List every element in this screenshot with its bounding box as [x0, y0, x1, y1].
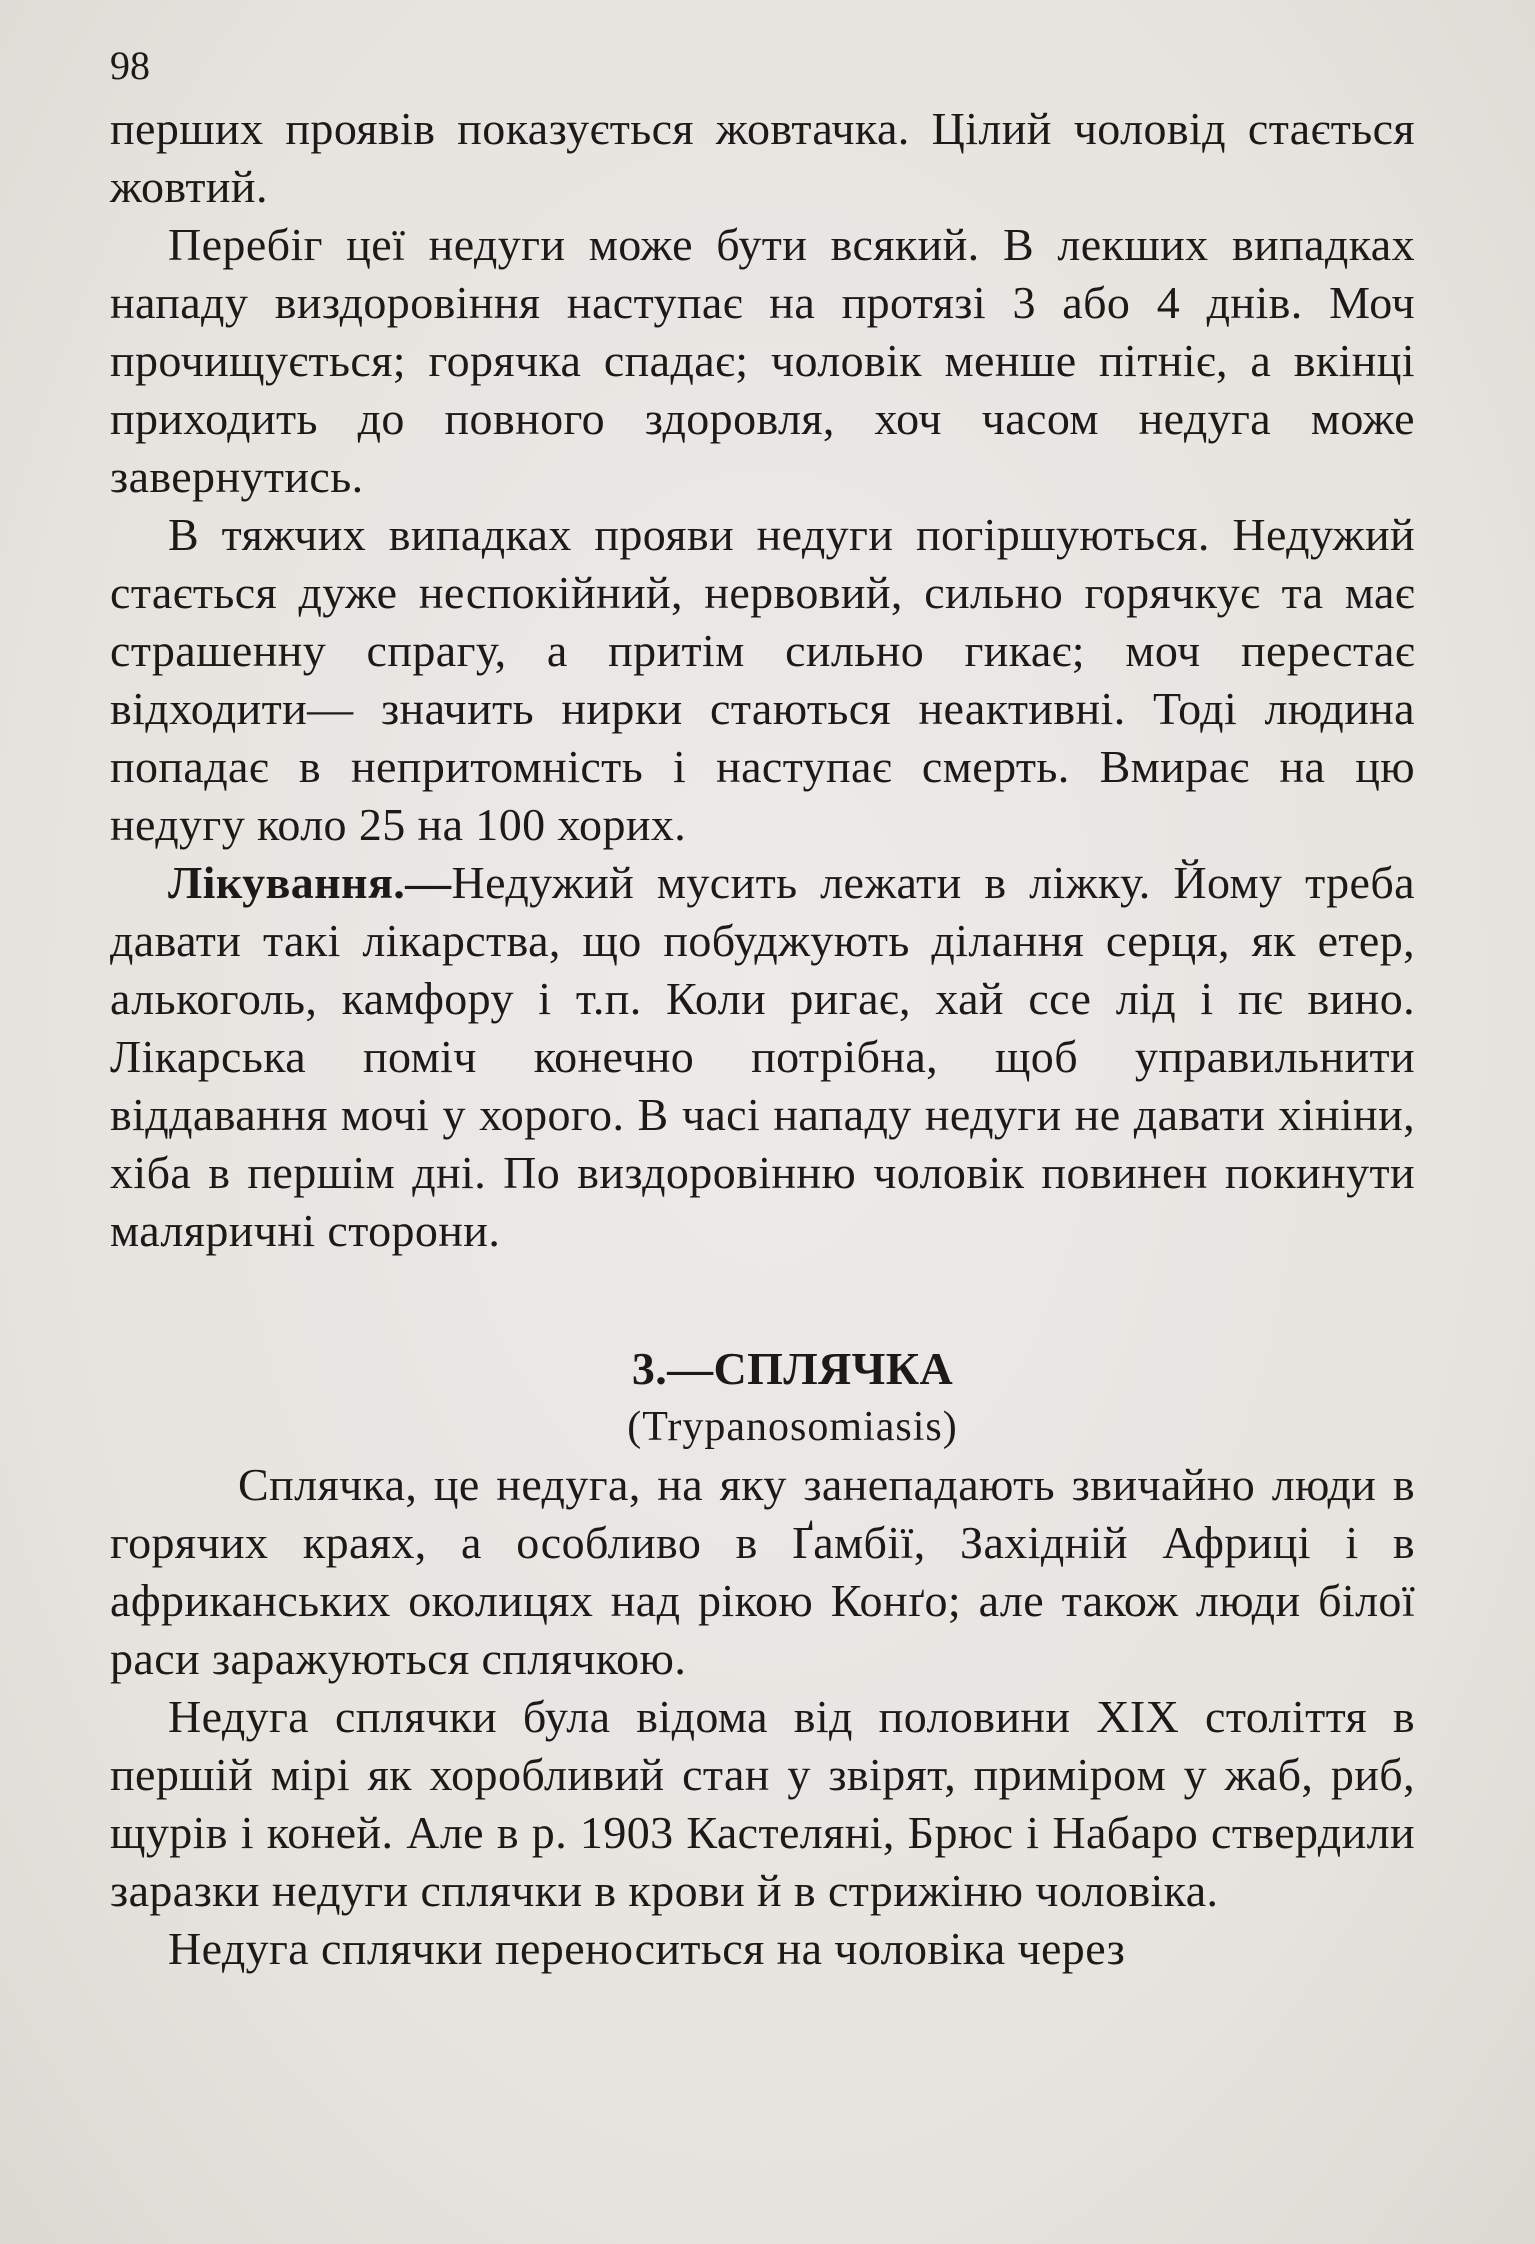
treatment-text: Недужий мусить лежати в ліжку. Йому треба давати такі лікарства, що побуджують ділання серця, як етер, алькоголь, камфору і т.п. Коли ригає, хай ссе лід і пє вино. Лікарська поміч конечно потрібна, щоб управильнити віддавання мочі у хорого. В часі нападу недуги не давати хініни, хіба в першім дні. По виздоровінню чоловік повинен покинути маляричні сторони.	[110, 857, 1415, 1256]
paragraph-jaundice: перших проявів показується жовтачка. Цілий чоловід стається жовтий.	[110, 103, 1415, 212]
paragraph-sleeping-sickness-history: Недуга сплячки була відома від половини XIX століття в першій мірі як хоробливий стан у звірят, примірoм у жаб, риб, щурів і коней. Але в р. 1903 Кастеляні, Брюс і Набаро ствердили заразки недуги сплячки в крови й в стрижіню чоловіка.	[110, 1691, 1415, 1916]
paragraph-transmission: Недуга сплячки переноситься на чоловіка через	[168, 1923, 1126, 1974]
section-subtitle: (Trypanosomiasis)	[627, 1404, 958, 1450]
section-title: 3.—СПЛЯЧКА	[631, 1343, 954, 1394]
paragraph-course: Перебіг цеї недуги може бути всякий. В лекших випадках нападу виздоровіння наступає на протязі 3 або 4 днів. Моч прочищується; горячка спадає; чоловік менше пітніє, а вкінці приходить до повного здоровля, хоч часом недуга може завернутись.	[110, 219, 1415, 502]
page-number: 98	[110, 43, 150, 88]
treatment-term: Лікування.—	[168, 857, 452, 908]
body-text	[110, 100, 1415, 1978]
paragraph-sleeping-sickness-intro: Сплячка, це недуга, на яку занепадають звичайно люди в горячих краях, а особливо в Ґамбії, Західній Африці і в африканських околицях над рікою Конґо; але також люди білої раси заражуються сплячкою.	[110, 1459, 1415, 1684]
paragraph-treatment	[110, 854, 1415, 1260]
paragraph-severe-cases: В тяжчих випадках прояви недуги погіршуються. Недужий стається дуже неспокійний, нервовий, сильно горячкує та має страшенну спрагу, а притім сильно гикає; моч перестає відходити— значить нирки стаються неактивні. Тоді людина попадає в непритомність і наступає смерть. Вмирає на цю недугу коло 25 на 100 хорих.	[110, 509, 1415, 850]
